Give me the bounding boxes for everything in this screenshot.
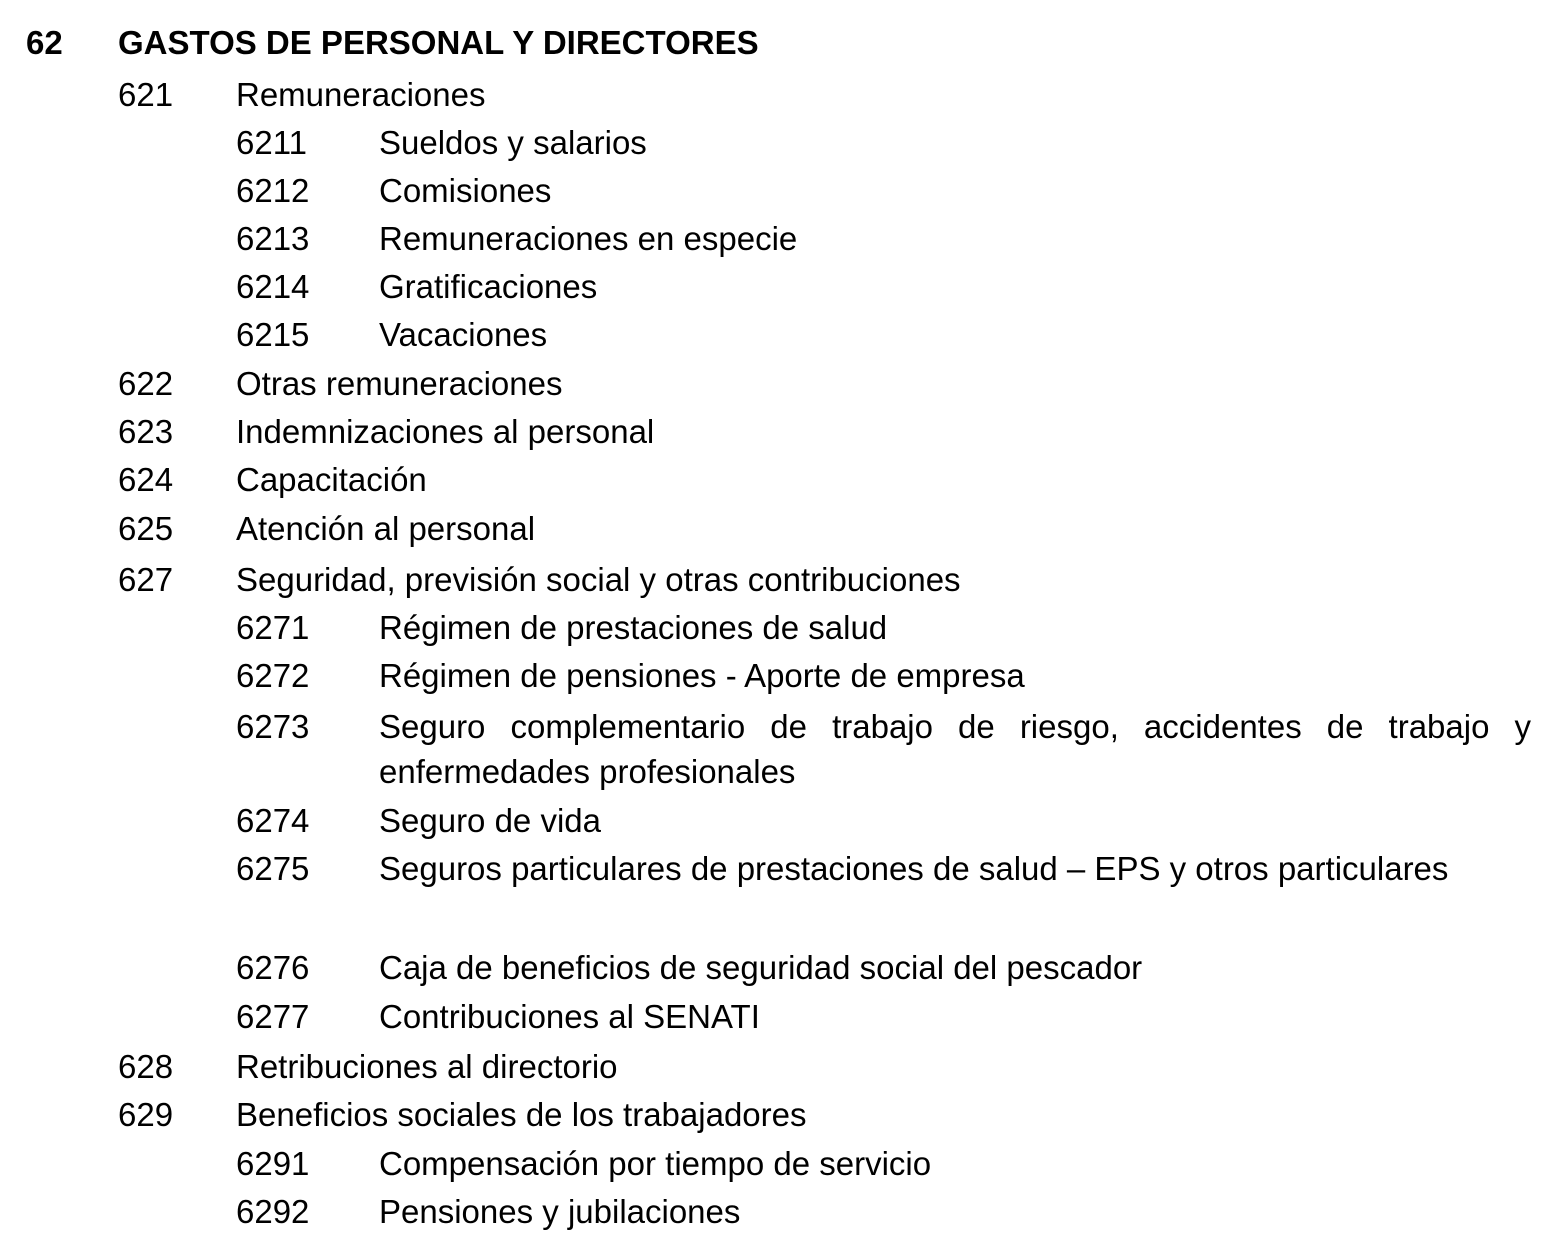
subaccount-label: Remuneraciones en especie: [379, 220, 798, 257]
subaccount-code: 6211: [236, 124, 307, 161]
account-label: Beneficios sociales de los trabajadores: [236, 1096, 807, 1133]
subaccount-label: Contribuciones al SENATI: [379, 998, 760, 1035]
account-code: 628: [118, 1048, 174, 1085]
subaccount-label: Compensación por tiempo de servicio: [379, 1145, 932, 1182]
subaccount-label: enfermedades profesionales: [379, 753, 796, 790]
account-code: 62: [26, 24, 63, 61]
account-label: Otras remuneraciones: [236, 365, 563, 402]
subaccount-code: 6214: [236, 268, 310, 305]
account-label: Retribuciones al directorio: [236, 1048, 618, 1085]
account-label: Seguridad, previsión social y otras contribuciones: [236, 561, 961, 598]
subaccount-code: 6276: [236, 949, 310, 986]
account-code: 629: [118, 1096, 174, 1133]
subaccount-label: Caja de beneficios de seguridad social del pescador: [379, 949, 1143, 986]
subaccount-code: 6292: [236, 1193, 310, 1230]
account-label: Remuneraciones: [236, 76, 486, 113]
account-code: 623: [118, 413, 174, 450]
subaccount-label: Seguros particulares de prestaciones de salud – EPS y otros particulares: [379, 850, 1449, 887]
account-label: Indemnizaciones al personal: [236, 413, 655, 450]
subaccount-code: 6213: [236, 220, 310, 257]
subaccount-code: 6271: [236, 609, 310, 646]
subaccount-label: Comisiones: [379, 172, 552, 209]
subaccount-code: 6273: [236, 708, 310, 745]
account-code: 627: [118, 561, 174, 598]
subaccount-label: Régimen de pensiones - Aporte de empresa: [379, 657, 1025, 694]
subaccount-label: Vacaciones: [379, 316, 548, 353]
subaccount-code: 6277: [236, 998, 310, 1035]
account-label: GASTOS DE PERSONAL Y DIRECTORES: [118, 24, 759, 61]
subaccount-code: 6275: [236, 850, 310, 887]
subaccount-code: 6291: [236, 1145, 310, 1182]
account-code: 621: [118, 76, 174, 113]
subaccount-label-line-1: Seguro complementario de trabajo de riesgo, accidentes de trabajo y: [379, 708, 1531, 745]
subaccount-label: Pensiones y jubilaciones: [379, 1193, 741, 1230]
account-label: Atención al personal: [236, 510, 536, 547]
subaccount-code: 6215: [236, 316, 310, 353]
account-code: 624: [118, 461, 174, 498]
subaccount-label: Seguro de vida: [379, 802, 601, 839]
subaccount-label: Sueldos y salarios: [379, 124, 647, 161]
subaccount-code: 6272: [236, 657, 310, 694]
account-label: Capacitación: [236, 461, 427, 498]
account-code: 625: [118, 510, 174, 547]
subaccount-label: Gratificaciones: [379, 268, 598, 305]
subaccount-label: Régimen de prestaciones de salud: [379, 609, 888, 646]
subaccount-code: 6274: [236, 802, 310, 839]
subaccount-code: 6212: [236, 172, 310, 209]
account-code: 622: [118, 365, 174, 402]
